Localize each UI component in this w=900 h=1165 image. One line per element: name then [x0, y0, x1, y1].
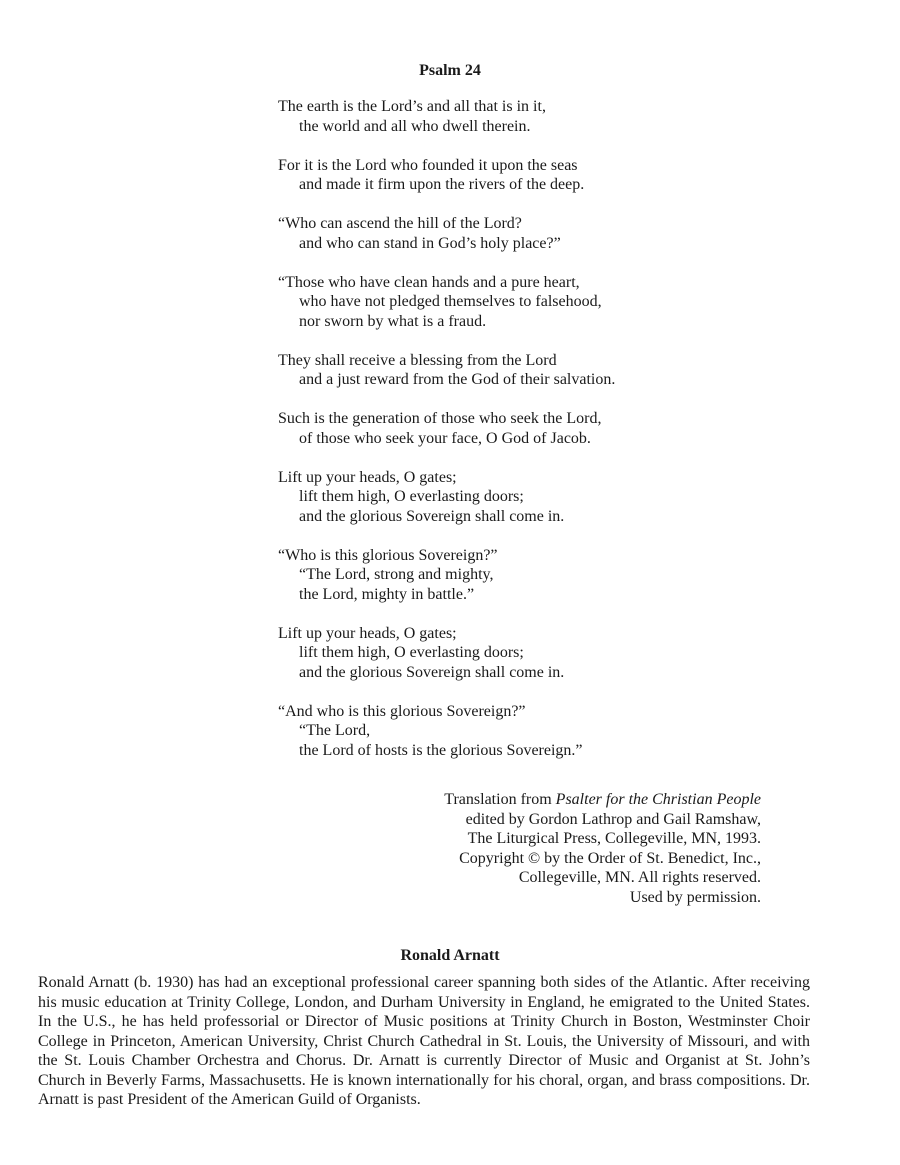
verse-line: lift them high, O everlasting doors; [299, 644, 524, 661]
credit-line: Copyright © by the Order of St. Benedict, Inc., [459, 849, 761, 867]
verse-line: who have not pledged themselves to falsehood, [299, 293, 602, 310]
verse-line: “The Lord, [299, 722, 371, 739]
credit-line: Used by permission. [629, 888, 761, 906]
verse-line: and who can stand in God’s holy place?” [299, 234, 561, 252]
credit-line [341, 790, 761, 810]
verse-line: and a just reward from the God of their salvation. [299, 371, 616, 388]
verse-line: of those who seek your face, O God of Jacob. [299, 429, 591, 447]
verse-line: “Those who have clean hands and a pure heart, [278, 273, 580, 291]
stanza [278, 351, 798, 390]
psalm-title: Psalm 24 [419, 62, 481, 79]
stanza [278, 624, 798, 683]
verse-line: Lift up your heads, O gates; [278, 624, 457, 642]
verse-line: Lift up your heads, O gates; [278, 468, 457, 486]
verse-line: For it is the Lord who founded it upon the seas [278, 156, 578, 174]
stanza [278, 702, 798, 761]
verse-line: and the glorious Sovereign shall come in. [299, 663, 565, 681]
stanza [278, 273, 798, 332]
verse-line: the Lord of hosts is the glorious Sovereign.” [299, 741, 583, 759]
verse-line: The earth is the Lord’s and all that is in it, [278, 98, 546, 115]
bio-paragraph: Ronald Arnatt (b. 1930) has had an exceptional professional career spanning both sides of the Atlantic. After receiving his music education at Trinity College, London, and Durham University in England, he emigrated to the United States. In the U.S., he has held professorial or Director of Music positions at Trinity Church in Boston, Westminster Choir College in Princeton, American University, Christ Church Cathedral in St. Louis, the University of Missouri, and with the St. Louis Chamber Orchestra and Chorus. Dr. Arnatt is currently Director of Music and Organist at St. John’s Church in Beverly Farms, Massachusetts. He is known internationally for his choral, organ, and brass compositions. Dr. Arnatt is past President of the American Guild of Organists. [38, 974, 810, 1108]
stanza [278, 468, 798, 527]
credit-line: Collegeville, MN. All rights reserved. [518, 869, 761, 886]
verse-line: “Who can ascend the hill of the Lord? [278, 215, 522, 232]
psalm-text [278, 97, 798, 780]
verse-line: and the glorious Sovereign shall come in. [299, 507, 565, 525]
verse-line: “The Lord, strong and mighty, [299, 566, 494, 583]
stanza [278, 214, 798, 253]
credit-line: The Liturgical Press, Collegeville, MN, 1993. [467, 830, 761, 847]
bio-heading: Ronald Arnatt [400, 947, 500, 964]
translation-credits [341, 790, 761, 907]
verse-line: and made it firm upon the rivers of the deep. [299, 176, 585, 193]
stanza [278, 156, 798, 195]
verse-line: “And who is this glorious Sovereign?” [278, 702, 526, 720]
verse-line: nor sworn by what is a fraud. [299, 312, 487, 330]
verse-line: the Lord, mighty in battle.” [299, 585, 475, 603]
verse-line: lift them high, O everlasting doors; [299, 488, 524, 505]
verse-line: They shall receive a blessing from the Lord [278, 351, 557, 369]
verse-line: Such is the generation of those who seek the Lord, [278, 410, 602, 427]
verse-line: “Who is this glorious Sovereign?” [278, 546, 498, 564]
stanza [278, 409, 798, 448]
stanza [278, 97, 798, 136]
psalter-title: Psalter for the Christian People [555, 791, 761, 808]
verse-line: the world and all who dwell therein. [299, 117, 531, 135]
stanza [278, 546, 798, 605]
credit-prefix: Translation from [444, 791, 556, 808]
credit-line: edited by Gordon Lathrop and Gail Ramshaw, [465, 810, 761, 828]
